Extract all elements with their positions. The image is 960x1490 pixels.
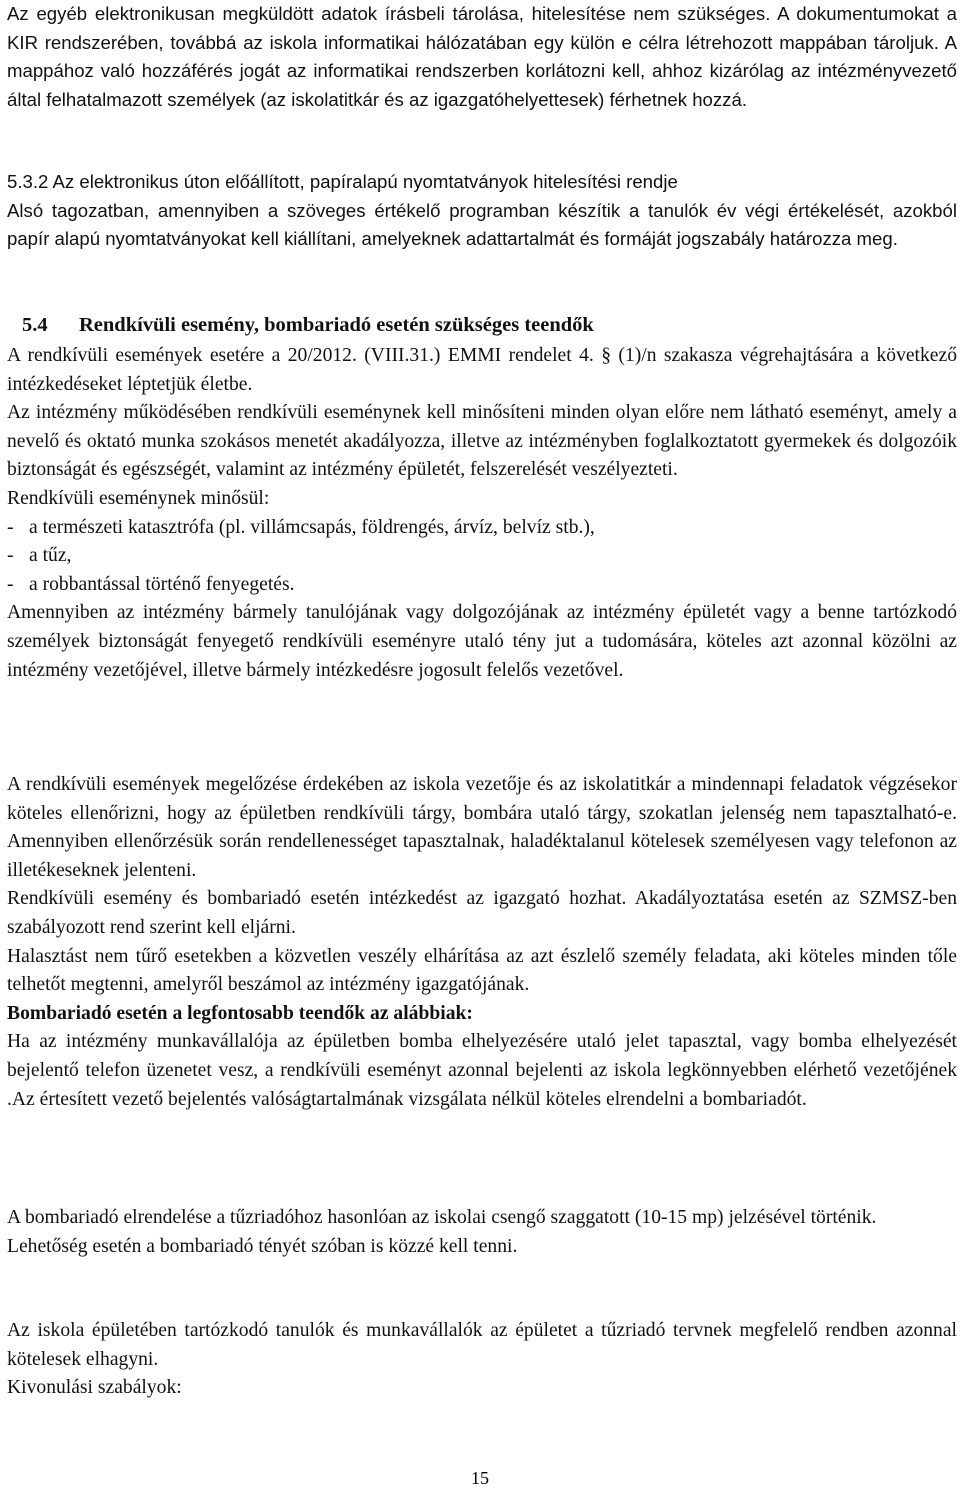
section-5-3-2-heading: 5.3.2 Az elektronikus úton előállított, papíralapú nyomtatványok hitelesítési rendje: [7, 171, 678, 192]
bomb-alert-paragraph: Ha az intézmény munkavállalója az épületben bomba elhelyezésére utaló jelet tapasztal, vagy bomba elhelyezését bejelentő telefon üzenetet vesz, a rendkívüli eseményt azonnal bejelenti az iskola legkönnyebben elérhető vezetőjének .Az értesített vezető bejelentés valóságtartalmának vizsgálata nélkül köteles elrendelni a bombariadót.: [7, 1031, 957, 1110]
bomb-alert-heading: Bombariadó esetén a legfontosabb teendők az alábbiak:: [7, 1002, 473, 1024]
list-item: - a robbantással történő fenyegetés.: [7, 573, 295, 595]
definition-paragraph: Az intézmény működésében rendkívüli eseménynek kell minősíteni minden olyan előre nem látható eseményt, amely a nevelő és oktató munka szokásos menetét akadályozza, illetve az intézményben foglalkoztatott gyermekek és dolgozóik biztonságát és egészségét, valamint az intézmény épületét, felszerelését veszélyezteti.: [7, 402, 957, 481]
page-number: 15: [471, 1468, 489, 1488]
list-item: - a tűz,: [7, 545, 72, 567]
section-5-4-heading: [7, 311, 957, 339]
evacuation-paragraph: Az iskola épületében tartózkodó tanulók és munkavállalók az épületet a tűzriadó tervnek megfelelő rendben azonnal kötelesek elhagyni.: [7, 1320, 957, 1370]
alarm-signal-paragraph: A bombariadó elrendelése a tűzriadóhoz hasonlóan az iskolai csengő szaggatott (10-15 mp) jelzésével történik.: [7, 1207, 877, 1228]
section-5-4-number: 5.4: [22, 314, 48, 336]
verbal-announcement-paragraph: Lehetőség esetén a bombariadó tényét szóban is közzé kell tenni.: [7, 1235, 518, 1257]
urgent-cases-paragraph: Halasztást nem tűrő esetekben a közvetlen veszély elhárítása az azt észlelő személy feladata, aki köteles minden tőle telhetőt megtenni, amelyről beszámol az intézmény igazgatójának.: [7, 945, 957, 996]
evacuation-rules-label: Kivonulási szabályok:: [7, 1377, 182, 1399]
reporting-paragraph: Amennyiben az intézmény bármely tanulójának vagy dolgozójának az intézmény épületét vagy a benne tartózkodó személyek biztonságát fenyegető rendkívüli eseményre utaló tény jut a tudomására, köteles azt azonnal közölni az intézmény vezetőjével, illetve bármely intézkedésre jogosult felelős vezetővel.: [7, 602, 957, 681]
section-5-4-body-b: [7, 771, 957, 1114]
section-5-3-2-body: Alsó tagozatban, amennyiben a szöveges értékelő programban készítik a tanulók év végi értékelését, azokból papír alapú nyomtatványokat kell kiállítani, amelyeknek adattartalmát és formáját jogszabály határozza meg.: [7, 199, 957, 250]
section-5-4-body-c: [7, 1204, 957, 1261]
list-item: - a természeti katasztrófa (pl. villámcsapás, földrengés, árvíz, belvíz stb.),: [7, 516, 595, 538]
section-5-4-body-d: [7, 1317, 957, 1403]
legal-reference-paragraph: A rendkívüli események esetére a 20/2012. (VIII.31.) EMMI rendelet 4. § (1)/n szakasza végrehajtására a következő intézkedéseket léptetjük életbe.: [7, 345, 957, 395]
intro-paragraph: Az egyéb elektronikusan megküldött adatok írásbeli tárolása, hitelesítése nem szükséges. A dokumentumokat a KIR rendszerében, továbbá az iskola informatikai hálózatában egy külön e célra létrehozott mappában tároljuk. A mappához való hozzáférés jogát az informatikai rendszerben korlátozni kell, ahhoz kizárólag az intézményvezető által felhatalmazott személyek (az iskolatitkár és az igazgatóhelyettesek) férhetnek hozzá.: [7, 3, 957, 111]
prevention-paragraph: A rendkívüli események megelőzése érdekében az iskola vezetője és az iskolatitkár a mindennapi feladatok végzésekor köteles ellenőrizni, hogy az épületben rendkívüli tárgy, bombára utaló tárgy, szokatlan jelenség nem tapasztalható-e. Amennyiben ellenőrzésük során rendellenességet tapasztalnak, haladéktalanul kötelesek személyesen vagy telefonon az illetékeseknek jelenteni.: [7, 774, 957, 881]
section-5-3-2: [7, 168, 957, 254]
section-5-4-body-a: [7, 342, 957, 685]
section-5-4-title: Rendkívüli esemény, bombariadó esetén szükséges teendők: [79, 314, 594, 336]
list-intro: Rendkívüli eseménynek minősül:: [7, 487, 270, 509]
authority-paragraph: Rendkívüli esemény és bombariadó esetén intézkedést az igazgató hozhat. Akadályoztatása esetén az SZMSZ-ben szabályozott rend szerint kell eljárni.: [7, 888, 957, 938]
